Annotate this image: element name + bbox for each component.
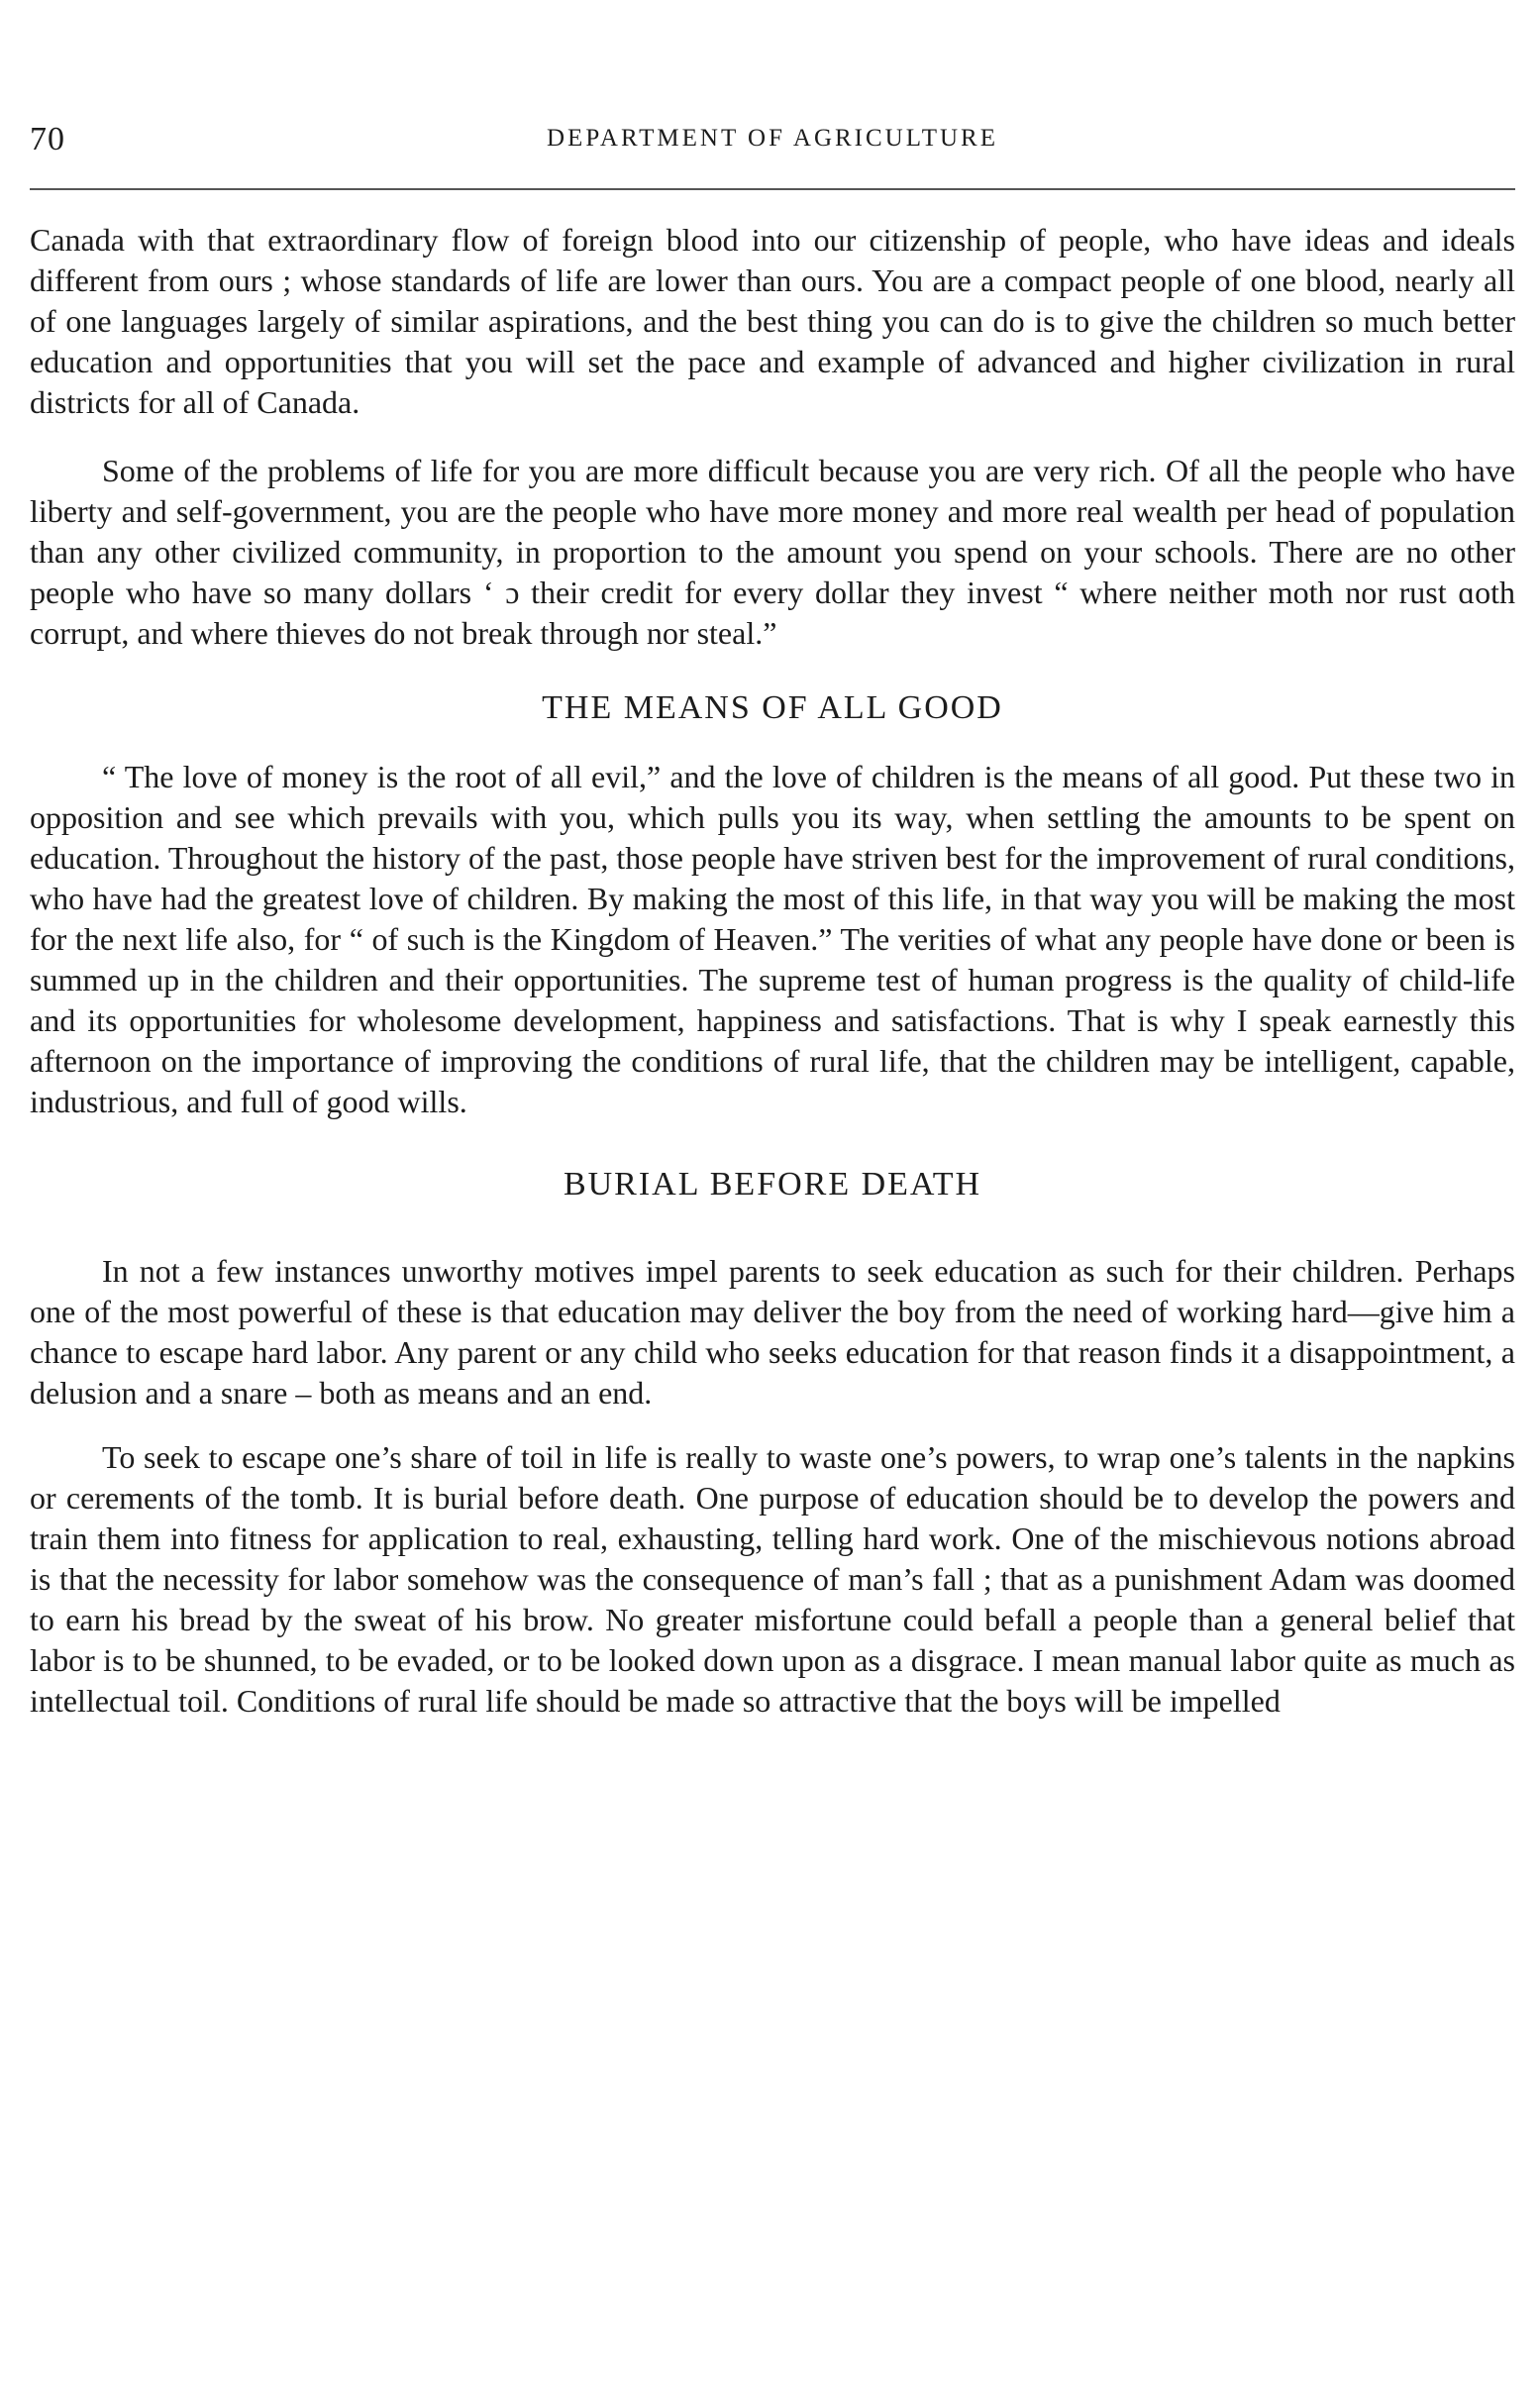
- body-text: [30, 220, 1515, 1722]
- paragraph-continuation: Canada with that extraordinary flow of foreign blood into our citizenship of people, who have ideas and ideals different from ours ; whose standards of life are lower than ours. You are a compact people of one blood, nearly all of one languages largely of similar aspirations, and the best thing you can do is to give the children so much better education and opportunities that you will set the pace and example of advanced and higher civilization in rural districts for all of Canada.: [30, 222, 1515, 420]
- section-heading-means-of-all-good: THE MEANS OF ALL GOOD: [542, 689, 1003, 726]
- page-number: 70: [30, 121, 65, 157]
- header-rule: [30, 188, 1515, 190]
- paragraph: To seek to escape one’s share of toil in life is really to waste one’s powers, to wrap one’s talents in the napkins or cerements of the tomb. It is burial before death. One purpose of education should be to develop the powers and train them into fitness for application to real, exhausting, telling hard work. One of the mischievous notions abroad is that the necessity for labor somehow was the consequence of man’s fall ; that as a punishment Adam was doomed to earn his bread by the sweat of his brow. No greater misfortune could befall a people than a general belief that labor is to be shunned, to be evaded, or to be looked down upon as a disgrace. I mean manual labor quite as much as intellectual toil. Conditions of rural life should be made so attractive that the boys will be impelled: [30, 1439, 1515, 1719]
- section-heading-burial-before-death: BURIAL BEFORE DEATH: [563, 1166, 982, 1203]
- running-head: [30, 121, 1515, 160]
- paragraph: “ The love of money is the root of all evil,” and the love of children is the means of all good. Put these two in opposition and see which prevails with you, which pulls you its way, when settling the amounts to be spent on education. Throughout the history of the past, those people have striven best for the improvement of rural conditions, who have had the greatest love of children. By making the most of this life, in that way you will be making the most for the next life also, for “ of such is the Kingdom of Heaven.” The verities of what any people have done or been is summed up in the children and their opportunities. The supreme test of human progress is the quality of child-life and its opportunities for wholesome development, happiness and satisfactions. That is why I speak earnestly this afternoon on the importance of improving the conditions of rural life, that the children may be intelligent, capable, industrious, and full of good wills.: [30, 759, 1515, 1119]
- running-title: DEPARTMENT OF AGRICULTURE: [547, 125, 998, 152]
- paragraph: In not a few instances unworthy motives impel parents to seek education as such for their children. Perhaps one of the most powerful of these is that education may deliver the boy from the need of working hard—give him a chance to escape hard labor. Any parent or any child who seeks education for that reason finds it a disappointment, a delusion and a snare – both as means and an end.: [30, 1253, 1515, 1411]
- paragraph: Some of the problems of life for you are more difficult because you are very rich. Of all the people who have liberty and self-government, you are the people who have more money and more real wealth per head of population than any other civilized community, in proportion to the amount you spend on your schools. There are no other people who have so many dollars ‘ ɔ their credit for every dollar they invest “ where neither moth nor rust ɑoth corrupt, and where thieves do not break through nor steal.”: [30, 453, 1515, 651]
- page: [30, 0, 1515, 2408]
